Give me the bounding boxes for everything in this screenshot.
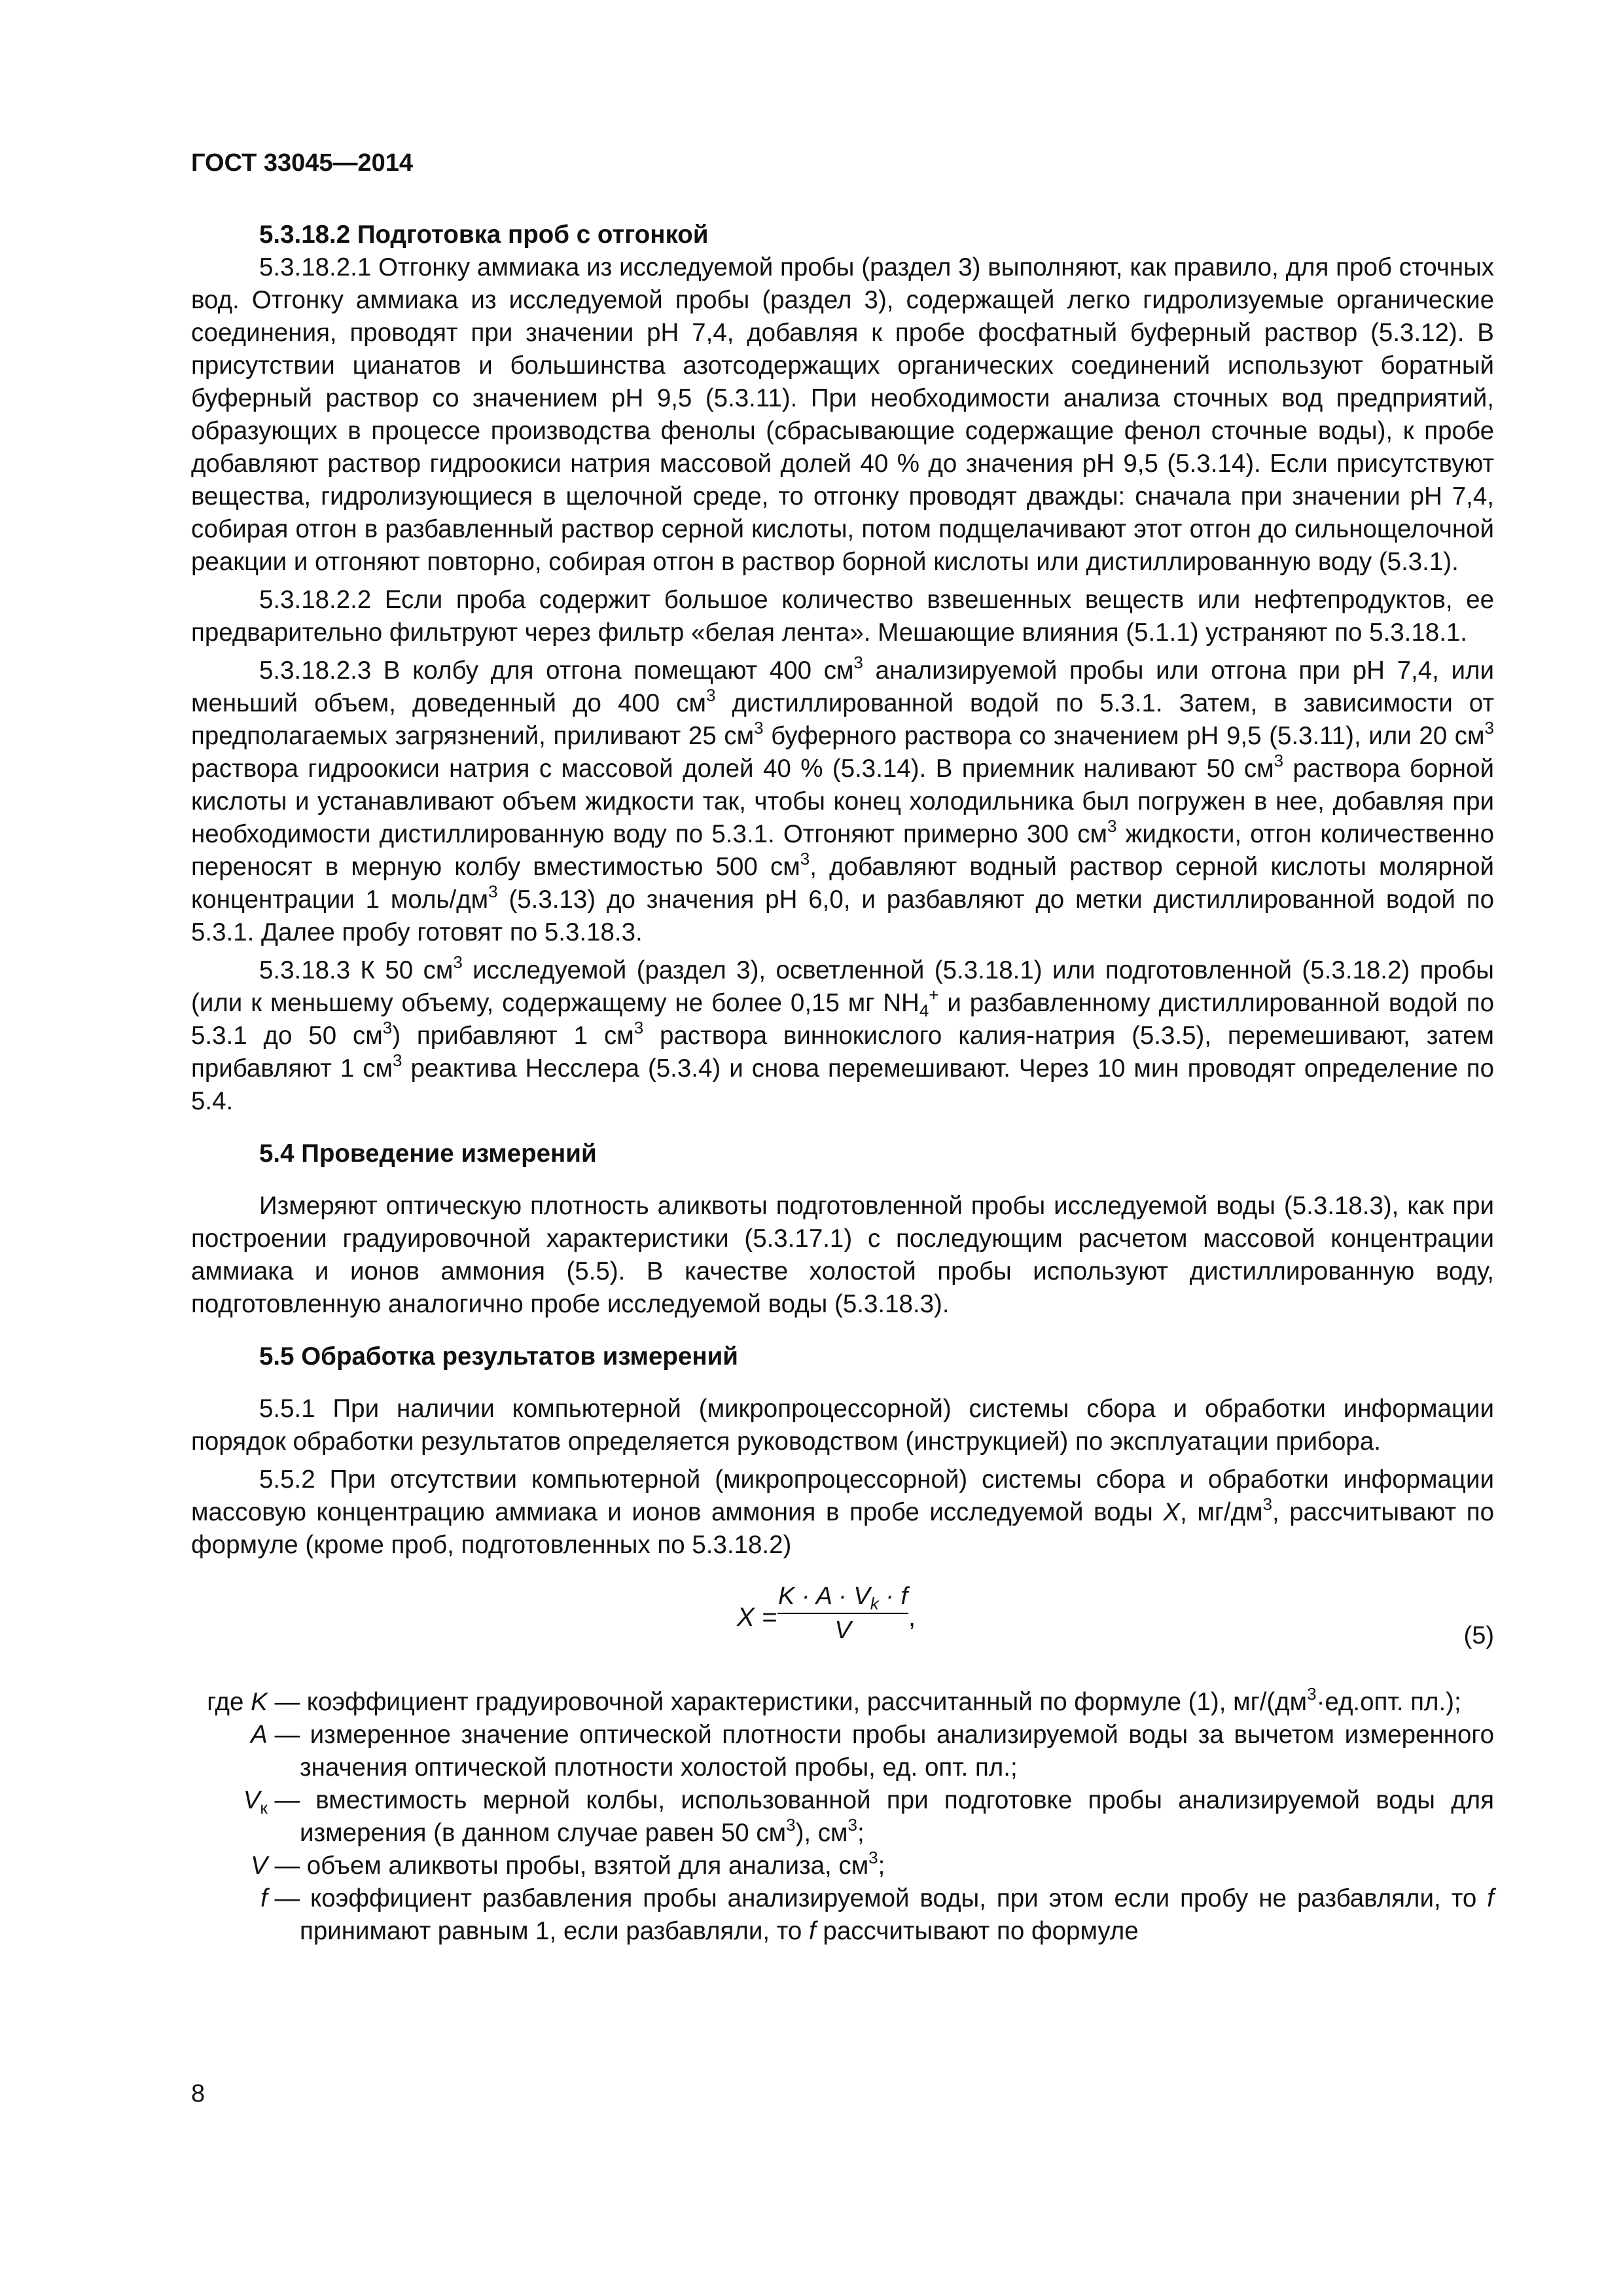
formula-fraction xyxy=(777,1581,908,1645)
definition-text: измеренное значение оптической плотности пробы анализируемой воды за вычетом измеренного значения оптической плотности холостой пробы, ед. опт. пл.; xyxy=(300,1721,1494,1782)
definition-Vk xyxy=(191,1784,1494,1850)
paragraph-5-4: Измеряют оптическую плотность аликвоты подготовленной пробы исследуемой воды (5.3.18.3), как при построении градуировочной характеристики (5.3.17.1) с последующим расчетом массовой концентрации аммиака и ионов аммония (5.5). В качестве холостой пробы используют дистиллированную воду, подготовленную аналогично пробе исследуемой воды (5.3.18.3). xyxy=(191,1192,1494,1318)
formula-definitions xyxy=(191,1686,1494,1948)
paragraph-5-3-18-2-3: 5.3.18.2.3 В колбу для отгона помещают 400 $см^3$ анализируемой пробы или отгона при pH 7,4, или меньший объем, доведенный до 400 $см^3$ дистиллированной водой по 5.3.1. Затем, в зависимости от предполагаемых загрязнений, приливают 25 $см^3$ буферного раствора со значением pH 9,5 (5.3.11), или 20 $см^3$ раствора гидроокиси натрия с массовой долей 40 % (5.3.14). В приемник наливают 50 $см^3$ раствора борной кислоты и устанавливают объем жидкости так, чтобы конец холодильника был погружен в нее, добавляя при необходимости дистиллированную воду по 5.3.1. Отгоняют примерно 300 $см^3$ жидкости, отгон количественно переносят в мерную колбу вместимостью 500 $см^3$, добавляют водный раствор серной кислоты молярной концентрации 1 моль/$дм^3$ (5.3.13) до значения pH 6,0, и разбавляют до метки дистиллированной водой по 5.3.1. Далее пробу готовят по 5.3.18.3. xyxy=(191,653,1495,946)
definition-symbol: f — xyxy=(260,1884,300,1912)
formula-lhs: X = xyxy=(737,1603,777,1632)
definition-text: объем аликвоты пробы, взятой для анализа, $см^3$; xyxy=(306,1848,885,1880)
formula-denominator: V xyxy=(834,1617,851,1644)
fraction-bar xyxy=(777,1613,908,1614)
section-heading-5-4: 5.4 Проведение измерений xyxy=(259,1139,597,1168)
definition-text: вместимость мерной колбы, использованной при подготовке пробы анализируемой воды для измерения (в данном случае равен 50 $см^3$), $см^3$; xyxy=(300,1786,1494,1847)
section-heading-5-3-18-2: 5.3.18.2 Подготовка проб с отгонкой xyxy=(259,221,709,249)
definition-K xyxy=(191,1686,1494,1719)
formula-comma: , xyxy=(908,1603,916,1632)
definition-V xyxy=(191,1850,1494,1882)
page-number: 8 xyxy=(191,2080,205,2108)
paragraph-5-5-2: 5.5.2 При отсутствии компьютерной (микропроцессорной) системы сбора и обработки информации массовую концентрацию аммиака и ионов аммония в пробе исследуемой воды X, $мг/дм^3$, рассчитывают по формуле (кроме проб, подготовленных по 5.3.18.2) xyxy=(191,1465,1494,1559)
document-body xyxy=(191,219,1494,1948)
definition-symbol: V — xyxy=(251,1852,300,1880)
definition-text: коэффициент градуировочной характеристики, рассчитанный по формуле (1), $мг/(дм^3\cdot ед.опт$. пл.); xyxy=(306,1684,1461,1716)
definition-text: коэффициент разбавления пробы анализируемой воды, при этом если пробу не разбавляли, то f принимают равным 1, если разбавляли, то f рассчитывают по формуле xyxy=(300,1884,1494,1945)
paragraph-5-3-18-2-2: 5.3.18.2.2 Если проба содержит большое количество взвешенных веществ или нефтепродуктов, ее предварительно фильтруют через фильтр «белая лента». Мешающие влияния (5.1.1) устраняют по 5.3.18.1. xyxy=(191,586,1494,647)
paragraph-5-3-18-3: 5.3.18.3 К 50 $см^3$ исследуемой (раздел 3), осветленной (5.3.18.1) или подготовленной (5.3.18.2) пробы (или к меньшему объему, содержащему не более 0,15 мг $NH_4^+$ и разбавленному дистиллированной водой по 5.3.1 до 50 $см^3$) прибавляют 1 $см^3$ раствора виннокислого калия-натрия (5.3.5), перемешивают, затем прибавляют 1 $см^3$ реактива Несслера (5.3.4) и снова перемешивают. Через 10 мин проводят определение по 5.4. xyxy=(191,952,1494,1115)
section-heading-5-5: 5.5 Обработка результатов измерений xyxy=(259,1342,738,1371)
paragraph-5-5-1: 5.5.1 При наличии компьютерной (микропроцессорной) системы сбора и обработки информации порядок обработки результатов определяется руководством (инструкцией) по эксплуатации прибора. xyxy=(191,1395,1494,1456)
formula-number: (5) xyxy=(1463,1622,1494,1649)
definition-symbol: где K — xyxy=(207,1688,300,1716)
definition-symbol: $V_к$ — xyxy=(243,1786,300,1818)
definition-A xyxy=(191,1719,1494,1784)
standard-header: ГОСТ 33045—2014 xyxy=(191,149,414,177)
paragraph-5-3-18-2-1: 5.3.18.2.1 Отгонку аммиака из исследуемой пробы (раздел 3) выполняют, как правило, для проб сточных вод. Отгонку аммиака из исследуемой пробы (раздел 3), содержащей легко гидролизуемые органические соединения, проводят при значении pH 7,4, добавляя к пробе фосфатный буферный раствор (5.3.12). В присутствии цианатов и большинства азотсодержащих органических соединений используют боратный буферный раствор со значением pH 9,5 (5.3.11). При необходимости анализа сточных вод предприятий, образующих в процессе производства фенолы (сбрасывающие содержащие фенол сточные воды), к пробе добавляют раствор гидроокиси натрия массовой долей 40 % до значения pH 9,5 (5.3.14). Если присутствуют вещества, гидролизующиеся в щелочной среде, то отгонку проводят дважды: сначала при значении pH 7,4, собирая отгон в разбавленный раствор серной кислоты, потом подщелачивают этот отгон до сильнощелочной реакции и отгоняют повторно, собирая отгон в раствор борной кислоты или дистиллированную воду (5.3.1). xyxy=(191,253,1494,576)
definition-symbol: A — xyxy=(251,1721,300,1749)
definition-f xyxy=(191,1882,1494,1948)
formula-5 xyxy=(191,1581,1494,1673)
formula-numerator: $K \cdot A \cdot V_k \cdot f$ xyxy=(777,1583,908,1613)
